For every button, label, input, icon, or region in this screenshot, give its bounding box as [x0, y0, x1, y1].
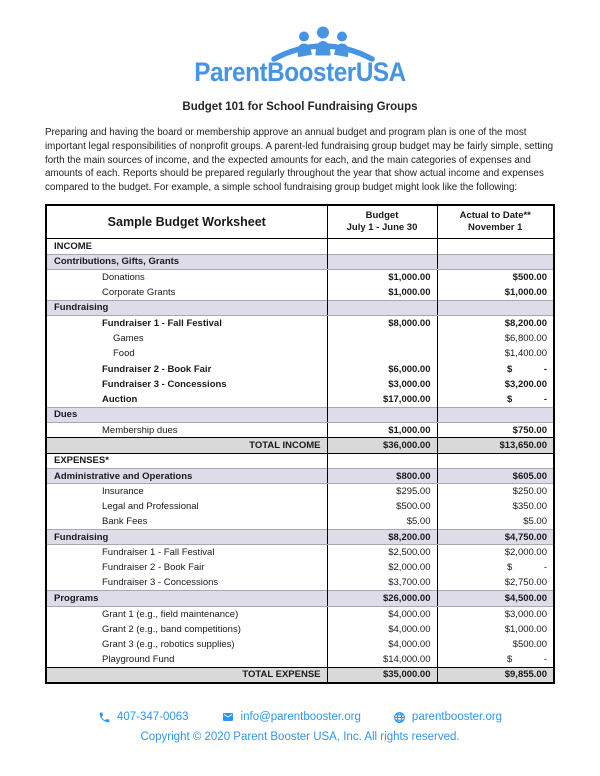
row-label: Auction — [102, 393, 138, 405]
row-label: Fundraising — [46, 300, 327, 315]
row-label: Games — [113, 332, 144, 344]
row-label: Fundraiser 1 - Fall Festival — [102, 547, 215, 559]
actual-cell: $3,000.00 — [437, 606, 554, 621]
table-row — [46, 331, 554, 346]
actual-cell — [437, 407, 554, 422]
actual-cell: $4,750.00 — [437, 530, 554, 545]
table-row — [46, 407, 554, 422]
website-link[interactable] — [393, 711, 502, 724]
actual-cell: $6,800.00 — [437, 331, 554, 346]
actual-cell — [437, 453, 554, 468]
table-row — [46, 621, 554, 636]
table-row — [46, 514, 554, 529]
table-header-row — [46, 205, 554, 239]
budget-cell: $2,000.00 — [327, 560, 437, 575]
actual-cell: $750.00 — [437, 423, 554, 438]
table-row — [46, 468, 554, 483]
budget-cell: $6,000.00 — [327, 361, 437, 376]
row-label: Grant 3 (e.g., robotics supplies) — [102, 638, 235, 650]
budget-cell: $17,000.00 — [327, 392, 437, 407]
budget-cell: $500.00 — [327, 499, 437, 514]
row-label: Fundraiser 1 - Fall Festival — [102, 317, 222, 329]
phone-number: 407-347-0063 — [116, 711, 189, 724]
table-row — [46, 591, 554, 606]
budget-cell — [327, 239, 437, 254]
accounting-dash-value: $ - — [507, 393, 547, 405]
budget-cell — [327, 346, 437, 361]
budget-cell: $3,700.00 — [327, 576, 437, 591]
row-label: Programs — [46, 591, 327, 606]
table-row — [46, 285, 554, 300]
actual-cell — [437, 652, 554, 667]
table-row — [46, 270, 554, 285]
header-actual-line2: November 1 — [468, 222, 523, 234]
row-label: TOTAL INCOME — [46, 438, 327, 453]
actual-cell: $2,750.00 — [437, 576, 554, 591]
actual-cell: $605.00 — [437, 468, 554, 483]
actual-cell — [437, 560, 554, 575]
table-row — [46, 392, 554, 407]
table-row — [46, 499, 554, 514]
header-budget — [327, 205, 437, 239]
table-row — [46, 315, 554, 330]
budget-cell: $1,000.00 — [327, 285, 437, 300]
actual-cell: $5.00 — [437, 514, 554, 529]
header-actual — [437, 205, 554, 239]
budget-cell: $4,000.00 — [327, 637, 437, 652]
budget-cell: $3,000.00 — [327, 377, 437, 392]
row-label: Bank Fees — [102, 516, 148, 528]
copyright-line: Copyright © 2020 Parent Booster USA, Inc. All rights reserved. — [140, 730, 460, 743]
budget-cell: $1,000.00 — [327, 270, 437, 285]
row-label: Grant 2 (e.g., band competitions) — [102, 623, 241, 635]
row-label: Fundraiser 2 - Book Fair — [102, 562, 205, 574]
row-label: Fundraiser 2 - Book Fair — [102, 363, 212, 375]
budget-cell: $2,500.00 — [327, 545, 437, 560]
budget-cell: $8,200.00 — [327, 530, 437, 545]
table-row — [46, 346, 554, 361]
header-worksheet: Sample Budget Worksheet — [46, 205, 327, 239]
actual-cell: $1,000.00 — [437, 621, 554, 636]
row-label: Administrative and Operations — [46, 468, 327, 483]
table-row — [46, 606, 554, 621]
actual-cell: $1,400.00 — [437, 346, 554, 361]
row-label: Fundraiser 3 - Concessions — [102, 577, 219, 589]
row-label: Fundraising — [46, 530, 327, 545]
actual-cell: $500.00 — [437, 637, 554, 652]
row-label: Food — [113, 348, 135, 360]
table-row — [46, 423, 554, 438]
row-label: Legal and Professional — [102, 501, 199, 513]
email-link[interactable] — [221, 711, 361, 723]
row-label: Membership dues — [102, 424, 178, 436]
row-label: Donations — [102, 271, 145, 283]
row-label: Corporate Grants — [102, 286, 176, 298]
budget-cell: $4,000.00 — [327, 621, 437, 636]
table-row — [46, 300, 554, 315]
actual-cell — [437, 300, 554, 315]
row-label: Contributions, Gifts, Grants — [46, 254, 327, 269]
budget-cell: $35,000.00 — [327, 667, 437, 682]
header-budget-line1: Budget — [365, 209, 399, 221]
row-label: Dues — [46, 407, 327, 422]
table-row — [46, 667, 554, 682]
table-row — [46, 239, 554, 254]
actual-cell: $8,200.00 — [437, 315, 554, 330]
table-row — [46, 652, 554, 667]
table-row — [46, 254, 554, 269]
row-label: Insurance — [102, 486, 144, 498]
website-address: parentbooster.org — [411, 711, 503, 724]
budget-cell: $26,000.00 — [327, 591, 437, 606]
table-row — [46, 377, 554, 392]
table-row — [46, 453, 554, 468]
budget-cell: $800.00 — [327, 468, 437, 483]
phone-icon — [98, 711, 111, 724]
actual-cell — [437, 361, 554, 376]
budget-table — [45, 204, 555, 684]
actual-cell — [437, 392, 554, 407]
header-actual-line1: Actual to Date** — [459, 209, 531, 221]
actual-cell: $3,200.00 — [437, 377, 554, 392]
table-row — [46, 530, 554, 545]
row-label: Grant 1 (e.g., field maintenance) — [102, 608, 239, 620]
page-title: Budget 101 for School Fundraising Groups — [182, 101, 418, 113]
table-row — [46, 484, 554, 499]
logo — [0, 0, 600, 86]
phone-link[interactable] — [98, 711, 189, 724]
budget-cell: $36,000.00 — [327, 438, 437, 453]
actual-cell: $500.00 — [437, 270, 554, 285]
row-label: TOTAL EXPENSE — [46, 667, 327, 682]
accounting-dash-value: $ - — [507, 562, 547, 574]
accounting-dash-value: $ - — [507, 653, 547, 665]
budget-cell: $14,000.00 — [327, 652, 437, 667]
actual-cell: $1,000.00 — [437, 285, 554, 300]
row-label: Playground Fund — [102, 653, 175, 665]
table-row — [46, 576, 554, 591]
row-label: EXPENSES* — [54, 455, 109, 467]
contact-row — [0, 711, 600, 724]
actual-cell: $350.00 — [437, 499, 554, 514]
actual-cell: $250.00 — [437, 484, 554, 499]
budget-cell: $295.00 — [327, 484, 437, 499]
table-row — [46, 361, 554, 376]
row-label: INCOME — [54, 241, 92, 253]
accounting-dash-value: $ - — [507, 363, 547, 375]
budget-cell — [327, 254, 437, 269]
budget-cell: $1,000.00 — [327, 423, 437, 438]
logo-text: ParentBoosterUSA — [194, 57, 406, 87]
budget-cell: $8,000.00 — [327, 315, 437, 330]
budget-cell — [327, 407, 437, 422]
table-row — [46, 637, 554, 652]
budget-cell: $5.00 — [327, 514, 437, 529]
globe-icon — [393, 711, 406, 724]
mail-icon — [221, 711, 235, 723]
actual-cell: $4,500.00 — [437, 591, 554, 606]
table-row — [46, 560, 554, 575]
actual-cell: $13,650.00 — [437, 438, 554, 453]
budget-cell — [327, 331, 437, 346]
actual-cell: $2,000.00 — [437, 545, 554, 560]
actual-cell: $9,855.00 — [437, 667, 554, 682]
actual-cell — [437, 239, 554, 254]
row-label: Fundraiser 3 - Concessions — [102, 378, 227, 390]
budget-table-body — [46, 239, 554, 683]
budget-cell — [327, 300, 437, 315]
email-address: info@parentbooster.org — [240, 711, 361, 724]
actual-cell — [437, 254, 554, 269]
budget-cell — [327, 453, 437, 468]
table-row — [46, 545, 554, 560]
intro-paragraph: Preparing and having the board or membership approve an annual budget and program plan is one of the most important legal responsibilities of nonprofit groups. A parent-led fundraising group budget may be fairly simple, setting forth the main sources of income, and the expected amounts for each, and the main categories of expenses and amounts of each. Reports should be prepared regularly throughout the year that show actual income and expenses compared to the budget. For example, a simple school fundraising group budget might look like the following: — [45, 127, 554, 194]
budget-cell: $4,000.00 — [327, 606, 437, 621]
header-budget-line2: July 1 - June 30 — [346, 222, 418, 234]
table-row — [46, 438, 554, 453]
